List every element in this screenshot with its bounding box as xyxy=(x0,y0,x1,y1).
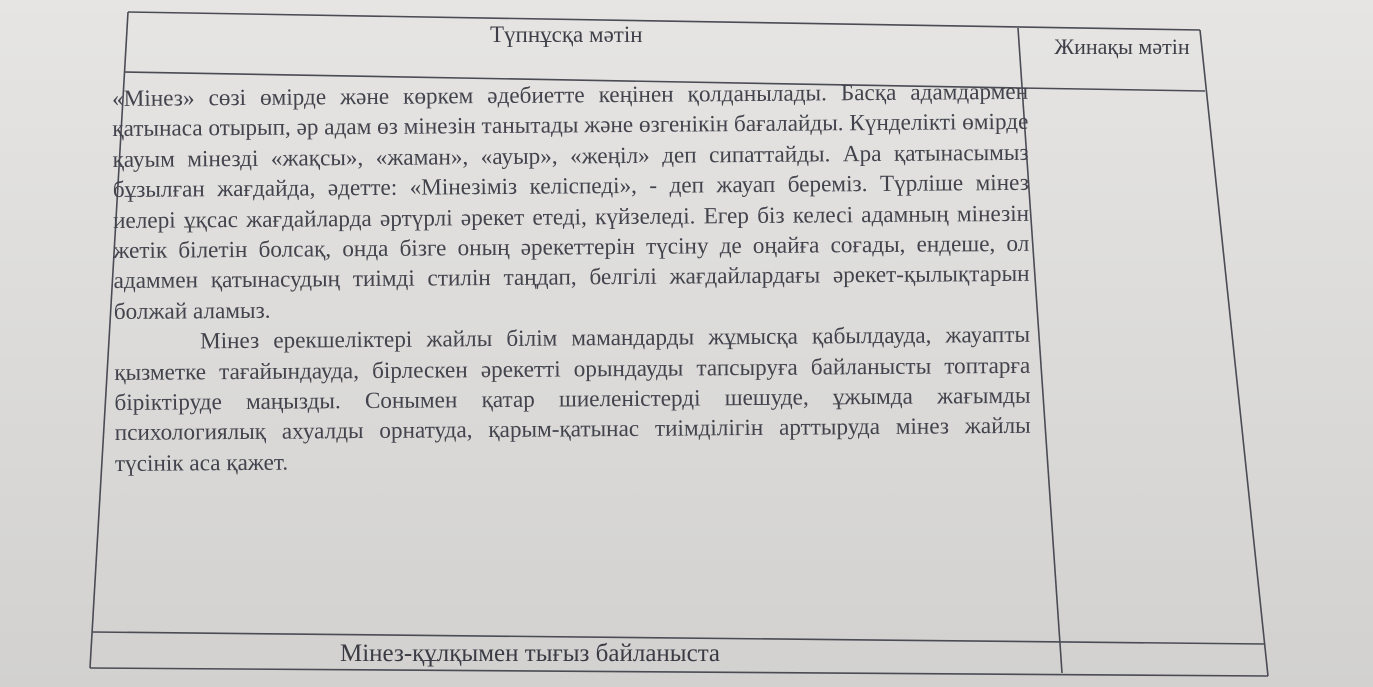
original-text-body xyxy=(112,77,1031,479)
table-bottom-border xyxy=(90,668,1268,676)
paragraph-2: Мінез ерекшеліктері жайлы білім мамандарды жұмысқа қабылдауда, жауапты қызметке тағайындауда, бірлескен әрекетті орындауды тапсыруға байланысты топтарға біріктіруде маңызды. Сонымен қатар шиеленістерді шешуде, ұжымда жағымды психологиялық ахуалды орнатуда, қарым-қатынас тиімділігін арттыруда мінез жайлы түсінік аса қажет. xyxy=(114,322,1031,477)
header-summary-text: Жинақы мәтін xyxy=(1054,34,1190,59)
header-original-text: Түпнұсқа мәтін xyxy=(490,22,643,47)
table-top-border xyxy=(128,12,1200,30)
paragraph-1: «Мінез» сөзі өмірде және көркем әдебиетте кеңінен қолданылады. Басқа адамдармен қатынаса отырып, әр адам өз мінезін танытады және өзгенікін бағалайды. Күнделікті өмірде қауым мінезді «жақсы», «жаман», «ауыр», «жеңіл» деп сипаттайды. Ара қатынасымыз бұзылған жағдайда, әдетте: «Мінезіміз келіспеді», - деп жауап береміз. Түрліше мінез иелері ұқсас жағдайларда әртүрлі әрекет етеді, күйзеледі. Егер біз келесі адамның мінезін жетік білетін болсақ, онда бізге оның әрекеттерін түсіну де оңайға соғады, ендеше, ол адаммен қатынасудың тиімді стилін таңдап, белгілі жағдайлардағы әрекет-қылықтарын болжай аламыз. xyxy=(112,78,1030,325)
header-separator-right xyxy=(1020,88,1205,91)
table-right-border xyxy=(1200,30,1268,676)
footer-original-text: Мінез-құлқымен тығыз байланыста xyxy=(340,640,721,667)
